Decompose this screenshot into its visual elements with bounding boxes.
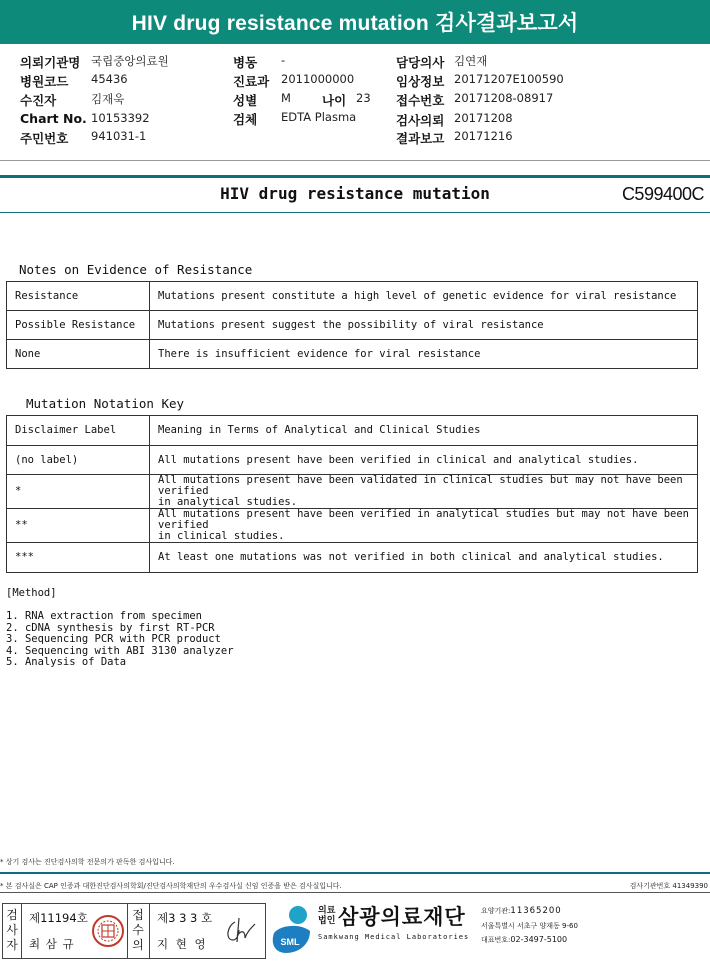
value-report-date: 20171216 (454, 129, 513, 143)
approver-name: 지 현 영 (157, 937, 208, 951)
notation-label: * (7, 475, 150, 509)
org-type-top: 의료 (318, 906, 336, 916)
title-rule-bottom (0, 212, 710, 213)
org-phone-label: 대표번호: (481, 936, 511, 944)
org-phone (481, 935, 567, 945)
notation-meaning (150, 509, 698, 543)
patient-info (0, 52, 710, 152)
evidence-desc: Mutations present constitute a high level of genetic evidence for viral resistance (150, 282, 698, 311)
footer-institution-number: 검사기관번호 41349390 (629, 882, 708, 890)
approver-role-text: 접수의 (132, 908, 144, 952)
evidence-term: None (7, 340, 150, 369)
org-english-name: Samkwang Medical Laboratories (318, 933, 470, 941)
label-department: 진료과 (233, 74, 270, 89)
tester-role (3, 904, 22, 958)
label-age: 나이 (322, 93, 347, 108)
value-sex: M (281, 91, 291, 105)
value-request-date: 20171208 (454, 111, 513, 125)
notation-heading: Mutation Notation Key (26, 396, 185, 411)
method-step: 2. cDNA synthesis by first RT-PCR (6, 621, 215, 634)
table-row (7, 543, 698, 573)
value-ward: - (281, 53, 286, 67)
org-code (481, 906, 562, 916)
approver-license: 제3 3 3 호 (157, 911, 213, 925)
footer-rule-thin (0, 892, 710, 893)
label-request-date: 검사의뢰 (396, 113, 445, 128)
org-code-value: 11365200 (510, 906, 562, 916)
label-physician: 담당의사 (396, 55, 445, 70)
value-receipt-no: 20171208-08917 (454, 91, 554, 105)
value-resident-no: 941031-1 (91, 129, 147, 143)
notation-meaning-line: All mutations present have been validated in clinical studies but may not have been verified (158, 474, 683, 497)
method-step: 1. RNA extraction from specimen (6, 610, 202, 622)
evidence-heading: Notes on Evidence of Resistance (19, 262, 253, 277)
table-row (7, 340, 698, 369)
report-banner (0, 0, 710, 44)
label-hospital-code: 병원코드 (20, 74, 69, 89)
table-row (7, 282, 698, 311)
notation-meaning-line: in clinical studies. (158, 530, 285, 542)
value-patient: 김재욱 (91, 92, 125, 106)
label-institution: 의뢰기관명 (20, 55, 81, 70)
notation-meaning (150, 543, 698, 573)
org-code-label: 요양기관: (481, 907, 511, 915)
value-specimen: EDTA Plasma (281, 110, 357, 124)
notation-label: ** (7, 509, 150, 543)
sml-logo-text: SML (280, 937, 300, 947)
label-sex: 성별 (233, 93, 258, 108)
test-code: C599400C (621, 184, 704, 204)
label-clinical-info: 임상정보 (396, 74, 445, 89)
label-report-date: 결과보고 (396, 131, 445, 146)
footer-rule (0, 872, 710, 874)
table-row (7, 446, 698, 475)
seal-stamp-icon (91, 914, 125, 948)
footer-note-reader: * 상기 검사는 진단검사의학 전문의가 판독한 검사입니다. (0, 858, 175, 866)
notation-label: *** (7, 543, 150, 573)
signature-icon (221, 914, 261, 948)
divider (0, 160, 710, 161)
notation-header-label: Disclaimer Label (7, 416, 150, 446)
tester-role-text: 검사자 (6, 908, 18, 952)
title-rule-top (0, 175, 710, 178)
notation-meaning-line: All mutations present have been verified in analytical studies but may not have been verified (158, 508, 690, 531)
sml-logo-icon (266, 903, 316, 955)
table-row (7, 509, 698, 543)
table-row (7, 475, 698, 509)
label-patient: 수진자 (20, 93, 57, 108)
label-specimen: 검체 (233, 112, 258, 127)
footer-note-certification: * 본 검사실은 CAP 인증과 대한진단검사의학회/진단검사의학재단의 우수검사실 신임 인증을 받은 검사실입니다. (0, 882, 342, 890)
org-address: 서울특별시 서초구 양재동 9-60 (481, 922, 578, 930)
label-chart-no: Chart No. (20, 111, 87, 126)
value-clinical-info: 20171207E100590 (454, 72, 564, 86)
notation-meaning-line: in analytical studies. (158, 496, 298, 508)
org-name: 삼광의료재단 (338, 905, 466, 929)
method-heading: [Method] (6, 587, 57, 599)
test-title: HIV drug resistance mutation (220, 184, 490, 203)
value-age: 23 (356, 91, 371, 105)
value-institution: 국립중앙의료원 (91, 54, 169, 68)
org-phone-value: 02-3497-5100 (510, 935, 568, 944)
method-step: 5. Analysis of Data (6, 656, 127, 668)
notation-meaning (150, 475, 698, 509)
evidence-desc: Mutations present suggest the possibility of viral resistance (150, 311, 698, 340)
value-department: 2011000000 (281, 72, 355, 86)
notation-meaning-line: All mutations present have been verified in clinical and analytical studies. (158, 453, 639, 466)
evidence-desc: There is insufficient evidence for viral resistance (150, 340, 698, 369)
label-resident-no: 주민번호 (20, 131, 69, 146)
label-receipt-no: 접수번호 (396, 93, 445, 108)
notation-meaning-line: At least one mutations was not verified in both clinical and analytical studies. (158, 551, 664, 563)
method-step: 4. Sequencing with ABI 3130 analyzer (6, 644, 234, 657)
method-step: 3. Sequencing PCR with PCR product (6, 633, 221, 645)
notation-meaning (150, 446, 698, 475)
notation-header-meaning: Meaning in Terms of Analytical and Clinical Studies (150, 416, 698, 446)
approver-role (127, 904, 150, 958)
table-row (7, 416, 698, 446)
evidence-term: Possible Resistance (7, 311, 150, 340)
tester-license: 제11194호 (29, 911, 88, 925)
notation-label: (no label) (7, 446, 150, 475)
signature-box (2, 903, 266, 959)
value-hospital-code: 45436 (91, 72, 128, 86)
evidence-table (6, 281, 698, 369)
label-ward: 병동 (233, 55, 258, 70)
table-row (7, 311, 698, 340)
org-type (318, 906, 335, 926)
approver-info (149, 904, 265, 958)
tester-name: 최 삼 규 (29, 937, 75, 951)
report-title: HIV drug resistance mutation 검사결과보고서 (131, 12, 579, 35)
org-type-bottom: 법인 (318, 916, 336, 926)
value-physician: 김연재 (454, 54, 488, 68)
tester-info (21, 904, 128, 958)
method-steps (6, 611, 234, 669)
value-chart-no: 10153392 (91, 111, 150, 125)
evidence-term: Resistance (7, 282, 150, 311)
notation-table (6, 415, 698, 573)
